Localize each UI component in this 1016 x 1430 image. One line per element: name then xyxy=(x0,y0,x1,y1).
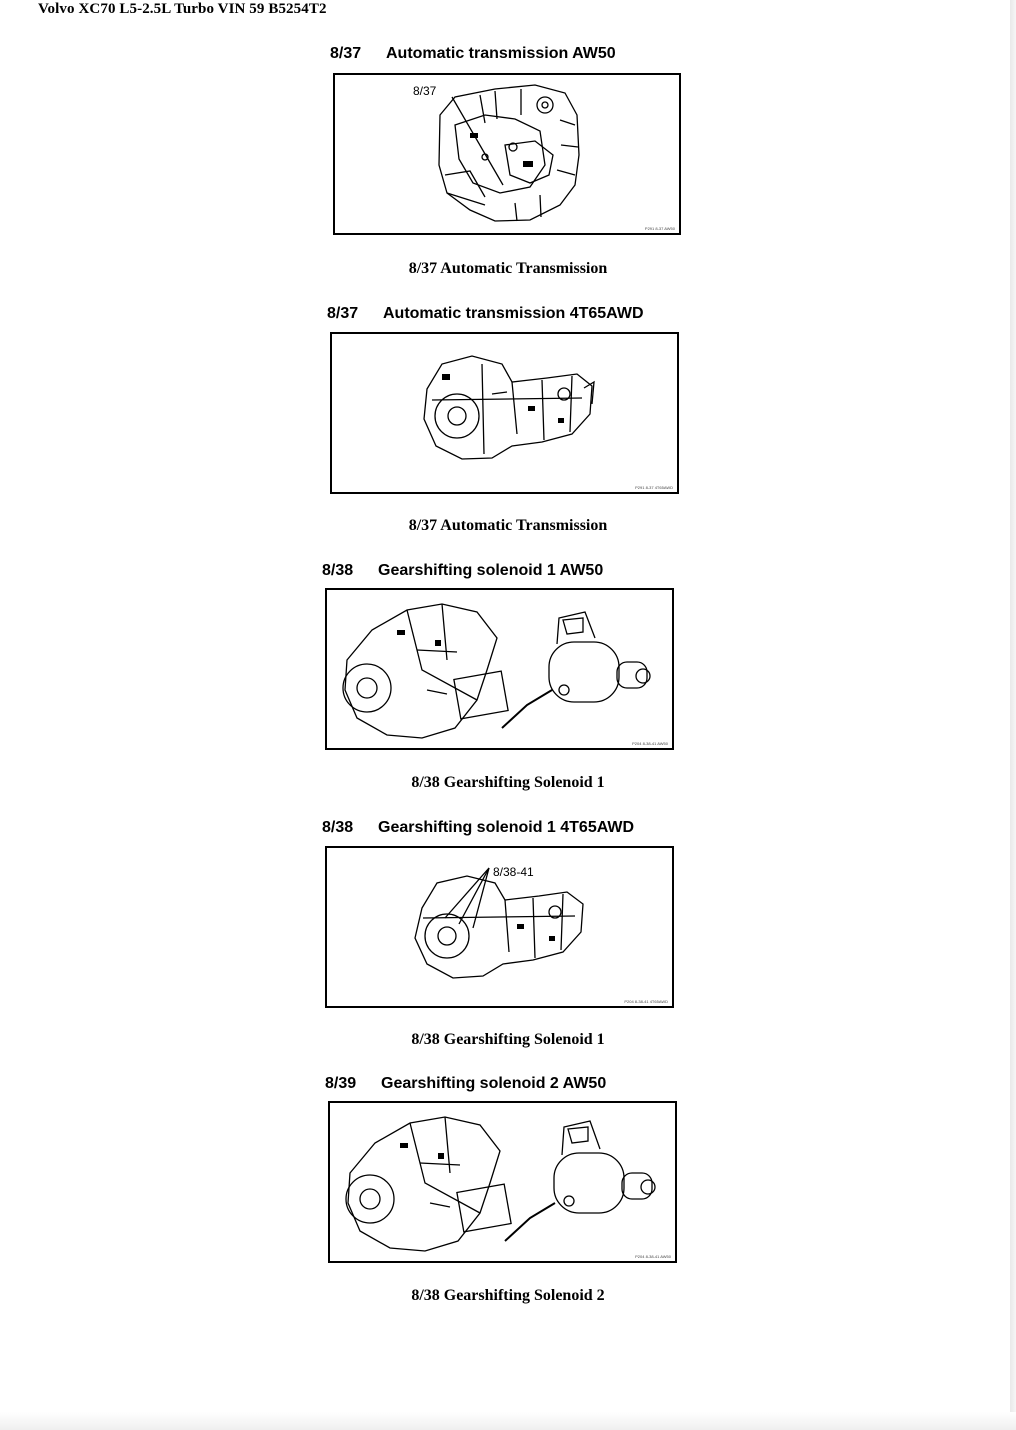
figure-caption: 8/38 Gearshifting Solenoid 2 xyxy=(411,1287,605,1304)
section-title: Automatic transmission 4T65AWD xyxy=(383,305,644,322)
figure-code: P204 8-38-41 AW50 xyxy=(635,1254,671,1259)
figure-4t65awd-solenoid-1 xyxy=(325,846,674,1008)
aw50-solenoid-2-illustration xyxy=(330,1103,675,1261)
section-title: Gearshifting solenoid 1 4T65AWD xyxy=(378,819,635,836)
figure-code: P204 8-38-41 AW50 xyxy=(632,741,668,746)
figure-aw50-transmission xyxy=(333,73,681,235)
aw50-solenoid-illustration xyxy=(327,590,672,748)
section-code: 8/37 xyxy=(330,45,362,62)
aw50-transmission-illustration xyxy=(335,75,679,233)
figure-caption: 8/37 Automatic Transmission xyxy=(408,260,608,277)
figure-code: P204 8-38-41 4T65AWD xyxy=(624,999,668,1004)
figure-callout: 8/37 xyxy=(413,84,437,98)
figure-callout: 8/38-41 xyxy=(493,865,534,879)
section-heading xyxy=(325,1075,606,1093)
page-bottom-edge xyxy=(0,1412,1016,1430)
figure-aw50-solenoid-2 xyxy=(328,1101,677,1263)
section-heading xyxy=(327,305,644,323)
figure-code: P291 8-37 4T65AWD xyxy=(635,485,673,490)
document-title: Volvo XC70 L5-2.5L Turbo VIN 59 B5254T2 xyxy=(38,1,327,17)
section-code: 8/38 xyxy=(322,562,354,579)
figure-caption: 8/37 Automatic Transmission xyxy=(408,517,608,534)
figure-code: P291 8-37 AW50 xyxy=(644,226,675,231)
section-title: Gearshifting solenoid 2 AW50 xyxy=(381,1075,607,1092)
figure-caption: 8/38 Gearshifting Solenoid 1 xyxy=(411,774,605,791)
figure-4t65awd-transmission xyxy=(330,332,679,494)
section-code: 8/37 xyxy=(327,305,359,322)
section-code: 8/38 xyxy=(322,819,354,836)
section-code: 8/39 xyxy=(325,1075,357,1092)
section-title: Gearshifting solenoid 1 AW50 xyxy=(378,562,604,579)
page-right-edge xyxy=(1010,0,1016,1430)
section-heading xyxy=(322,562,603,580)
section-title: Automatic transmission AW50 xyxy=(386,45,616,62)
figure-aw50-solenoid-1 xyxy=(325,588,674,750)
4t65awd-transmission-illustration xyxy=(332,334,677,492)
section-heading xyxy=(322,819,634,837)
figure-caption: 8/38 Gearshifting Solenoid 1 xyxy=(411,1031,605,1048)
section-heading xyxy=(330,45,616,63)
